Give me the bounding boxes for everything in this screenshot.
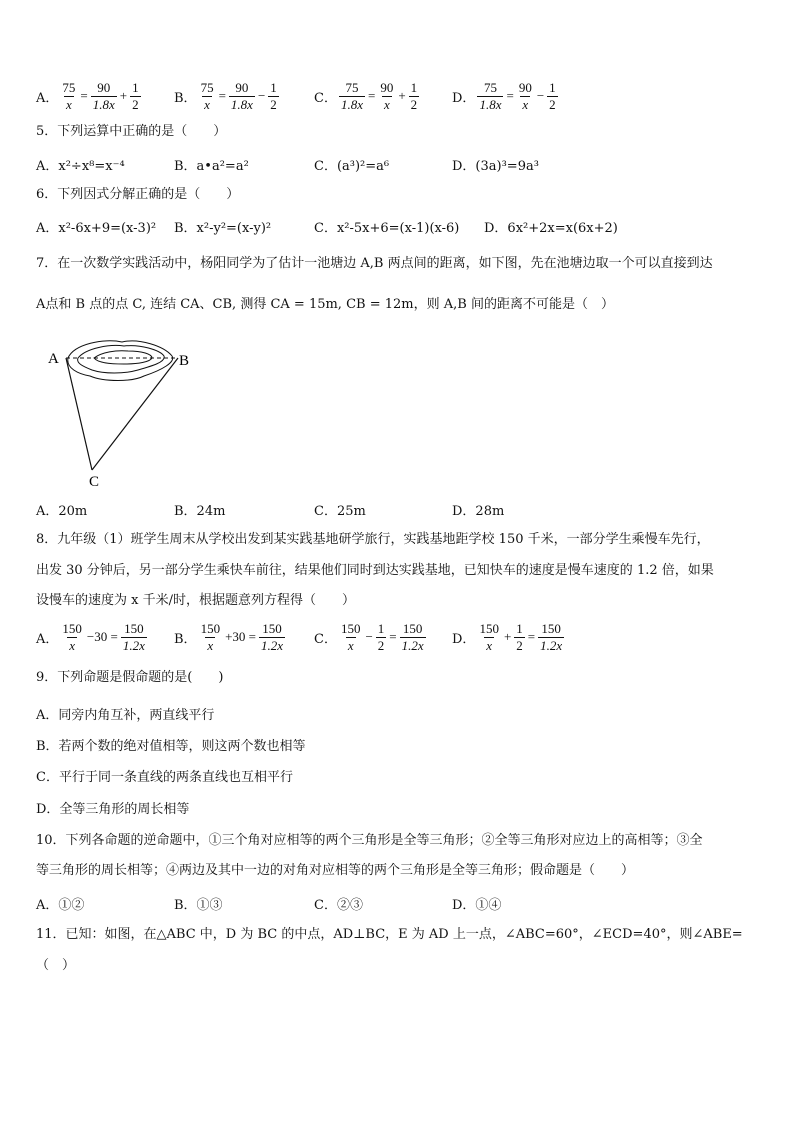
fraction: $\frac{150}{x}$ bbox=[479, 620, 499, 653]
fraction: $\frac{1}{2}$ bbox=[516, 620, 523, 653]
q10-option-b[interactable]: B．①③ bbox=[174, 898, 223, 913]
option-label: C． bbox=[314, 631, 337, 647]
q9-option-b[interactable]: B．若两个数的绝对值相等，则这两个数也相等 bbox=[36, 739, 306, 754]
point-b-label: B bbox=[179, 353, 190, 369]
fraction: $\frac{150}{1.2x}$ bbox=[122, 620, 145, 653]
q7-stem-line1: 7．在一次数学实践活动中，杨阳同学为了估计一池塘边 A,B 两点间的距离，如下图，先在池塘边取一个可以直接到达 bbox=[36, 256, 713, 271]
q7-stem-line2: A点和 B 点的点 C, 连结 CA、CB, 测得 CA = 15m, CB = 12m，则 A,B 间的距离不可能是（ ） bbox=[36, 297, 614, 312]
fraction: $\frac{1}{2}$ bbox=[132, 79, 139, 112]
q6-stem: 6．下列因式分解正确的是（ ） bbox=[36, 187, 240, 202]
q6-option-b[interactable]: B．x²-y²=(x-y)² bbox=[174, 221, 272, 236]
q9-option-a[interactable]: A．同旁内角互补，两直线平行 bbox=[36, 708, 215, 723]
q10-option-d[interactable]: D．①④ bbox=[452, 898, 502, 913]
q10-stem-line1: 10．下列各命题的逆命题中，①三个角对应相等的两个三角形是全等三角形；②全等三角形对应边上的高相等；③全 bbox=[36, 833, 703, 848]
segment-cb bbox=[92, 358, 178, 470]
q10-options bbox=[36, 894, 776, 914]
fraction: $\frac{75}{x}$ bbox=[62, 79, 76, 112]
option-label: C． bbox=[314, 90, 337, 106]
option-label: B． bbox=[174, 90, 197, 106]
q4-options bbox=[36, 76, 776, 116]
fraction: $\frac{150}{x}$ bbox=[200, 620, 221, 653]
q7-options bbox=[36, 500, 776, 520]
pond-inner bbox=[94, 351, 152, 364]
q8-option-b[interactable]: B． $\frac{150}{x}$ +30 = $\frac{150}{1.2x}$ bbox=[174, 620, 284, 653]
q6-option-c[interactable]: C．x²-5x+6=(x-1)(x-6) bbox=[314, 221, 460, 236]
pond-figure bbox=[44, 336, 204, 492]
q5-options bbox=[36, 155, 776, 175]
q8-stem-line3: 设慢车的速度为 x 千米/时，根据题意列方程得（ ） bbox=[36, 593, 355, 608]
q6-option-a[interactable]: A．x²-6x+9=(x-3)² bbox=[36, 221, 157, 236]
q5-option-b[interactable]: B．a•a²=a² bbox=[174, 159, 249, 174]
fraction: $\frac{75}{1.8x}$ bbox=[479, 79, 502, 112]
fraction: $\frac{90}{x}$ bbox=[518, 79, 532, 112]
q7-option-a[interactable]: A．20m bbox=[36, 504, 88, 519]
q5-option-c[interactable]: C．(a³)²=a⁶ bbox=[314, 159, 390, 174]
segment-ca bbox=[66, 358, 92, 470]
q5-option-a[interactable]: A．x²÷x⁸=x⁻⁴ bbox=[36, 159, 125, 174]
q9-option-c[interactable]: C．平行于同一条直线的两条直线也互相平行 bbox=[36, 770, 293, 785]
option-label: A． bbox=[36, 631, 59, 647]
q7-option-b[interactable]: B．24m bbox=[174, 504, 226, 519]
q5-option-d[interactable]: D．(3a)³=9a³ bbox=[452, 159, 539, 174]
q7-option-c[interactable]: C．25m bbox=[314, 504, 366, 519]
fraction: $\frac{150}{x}$ bbox=[340, 620, 361, 653]
fraction: $\frac{1}{2}$ bbox=[549, 79, 556, 112]
point-a-label: A bbox=[48, 351, 59, 367]
pond-outer bbox=[68, 341, 173, 381]
q8-option-a[interactable]: A． $\frac{150}{x}$ −30 = $\frac{150}{1.2x}$ bbox=[36, 620, 145, 653]
q6-options bbox=[36, 217, 776, 237]
q5-stem: 5．下列运算中正确的是（ ） bbox=[36, 124, 227, 139]
q9-stem: 9．下列命题是假命题的是( ) bbox=[36, 670, 224, 685]
fraction: $\frac{150}{1.2x}$ bbox=[401, 620, 424, 653]
q8-option-d[interactable]: D． $\frac{150}{x}$ + $\frac{1}{2}$ = $\frac{150}{1.2x}$ bbox=[452, 620, 563, 653]
q10-option-c[interactable]: C．②③ bbox=[314, 898, 363, 913]
q4-option-a[interactable]: A． $\frac{75}{x}$ = $\frac{90}{1.8x}$ + $\frac{1}{2}$ bbox=[36, 79, 139, 112]
fraction: $\frac{75}{x}$ bbox=[200, 79, 214, 112]
q11-stem-line2: （ ） bbox=[36, 958, 76, 973]
q4-option-c[interactable]: C． $\frac{75}{1.8x}$ = $\frac{90}{x}$ + $\frac{1}{2}$ bbox=[314, 79, 418, 112]
q10-stem-line2: 等三角形的周长相等；④两边及其中一边的对角对应相等的两个三角形是全等三角形；假命题是（ ） bbox=[36, 863, 635, 878]
option-label: D． bbox=[452, 631, 476, 647]
q9-option-d[interactable]: D．全等三角形的周长相等 bbox=[36, 802, 190, 817]
option-label: D． bbox=[452, 90, 476, 106]
fraction: $\frac{150}{1.2x}$ bbox=[260, 620, 284, 653]
q4-option-d[interactable]: D． $\frac{75}{1.8x}$ = $\frac{90}{x}$ − $\frac{1}{2}$ bbox=[452, 79, 556, 112]
q10-option-a[interactable]: A．①② bbox=[36, 898, 85, 913]
fraction: $\frac{90}{1.8x}$ bbox=[92, 79, 115, 112]
fraction: $\frac{150}{1.2x}$ bbox=[540, 620, 563, 653]
q8-options bbox=[36, 617, 776, 657]
q7-option-d[interactable]: D．28m bbox=[452, 504, 505, 519]
fraction: $\frac{75}{1.8x}$ bbox=[340, 79, 363, 112]
fraction: $\frac{90}{x}$ bbox=[380, 79, 394, 112]
point-c-label: C bbox=[89, 474, 100, 490]
q8-stem-line2: 出发 30 分钟后，另一部分学生乘快车前往，结果他们同时到达实践基地，已知快车的速度是慢车速度的 1.2 倍，如果 bbox=[36, 563, 714, 578]
q6-option-d[interactable]: D．6x²+2x=x(6x+2) bbox=[484, 221, 618, 236]
fraction: $\frac{1}{2}$ bbox=[270, 79, 277, 112]
fraction: $\frac{1}{2}$ bbox=[377, 620, 385, 653]
q11-stem-line1: 11．已知：如图，在△ABC 中，D 为 BC 的中点，AD⊥BC，E 为 AD 上一点，∠ABC=60°，∠ECD=40°，则∠ABE= bbox=[36, 927, 743, 942]
fraction: $\frac{90}{1.8x}$ bbox=[230, 79, 253, 112]
fraction: $\frac{1}{2}$ bbox=[410, 79, 418, 112]
q8-stem-line1: 8．九年级（1）班学生周末从学校出发到某实践基地研学旅行，实践基地距学校 150 千米，一部分学生乘慢车先行， bbox=[36, 532, 710, 547]
q4-option-b[interactable]: B． $\frac{75}{x}$ = $\frac{90}{1.8x}$ − $\frac{1}{2}$ bbox=[174, 79, 277, 112]
option-label: B． bbox=[174, 631, 197, 647]
option-label: A． bbox=[36, 90, 59, 106]
fraction: $\frac{150}{x}$ bbox=[62, 620, 82, 653]
q8-option-c[interactable]: C． $\frac{150}{x}$ − $\frac{1}{2}$ = $\frac{150}{1.2x}$ bbox=[314, 620, 424, 653]
